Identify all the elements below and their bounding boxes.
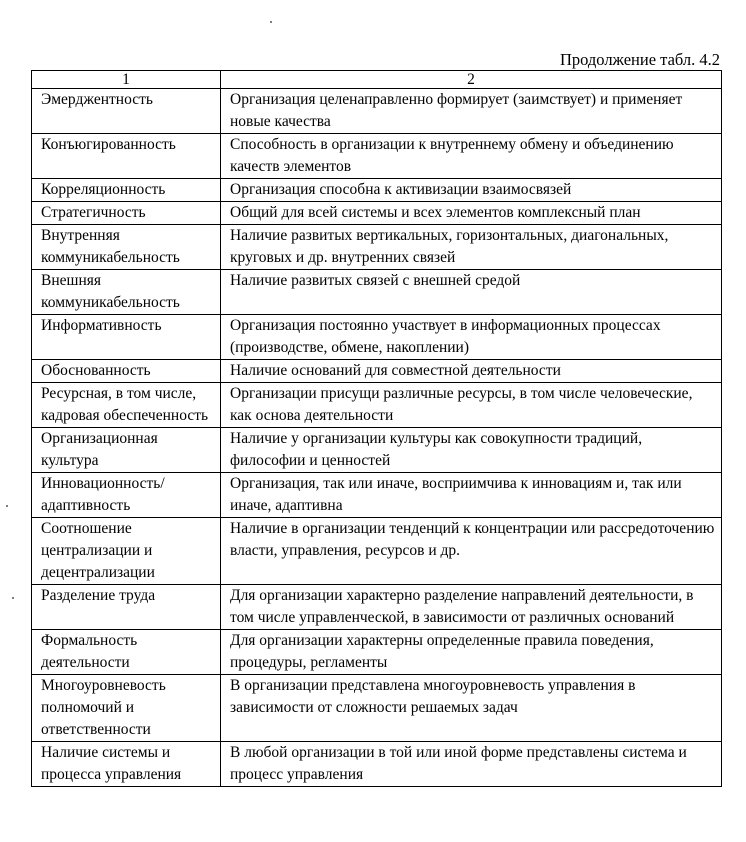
property-description-cell: Способность в организации к внутреннему обмену и объединению качеств элементов [221,134,722,179]
table-row [32,360,722,383]
property-name-cell: Корреляционность [32,179,221,202]
property-description-cell: Организация, так или иначе, восприимчива к инновациям и, так или иначе, адаптивна [221,473,722,518]
table-row [32,473,722,518]
property-name-cell: Инновационность/ адаптивность [32,473,221,518]
property-description-cell: Организация способна к активизации взаимосвязей [221,179,722,202]
property-description-cell: Общий для всей системы и всех элементов комплексный план [221,202,722,225]
table-header-row [32,71,722,89]
property-description-cell: Наличие оснований для совместной деятельности [221,360,722,383]
property-description-cell: Организации присущи различные ресурсы, в том числе человеческие, как основа деятельности [221,383,722,428]
table-row [32,134,722,179]
property-description-cell: В любой организации в той или иной форме представлены система и процесс управления [221,742,722,787]
property-name-cell: Стратегичность [32,202,221,225]
property-name-cell: Информативность [32,315,221,360]
table-row [32,383,722,428]
table-row [32,315,722,360]
scan-speck [270,21,272,23]
table-row [32,225,722,270]
table-row [32,202,722,225]
table-row [32,89,722,134]
table-row [32,585,722,630]
table-row [32,630,722,675]
property-name-cell: Конъюгированность [32,134,221,179]
property-name-cell: Наличие системы и процесса управления [32,742,221,787]
property-description-cell: Наличие у организации культуры как совокупности традиций, философии и ценностей [221,428,722,473]
table-caption: Продолжение табл. 4.2 [559,50,720,69]
property-name-cell: Многоуровневость полномочий и ответственности [32,675,221,742]
property-description-cell: Организация целенаправленно формирует (заимствует) и применяет новые качества [221,89,722,134]
property-description-cell: Наличие в организации тенденций к концентрации или рассредоточению власти, управления, ресурсов и др. [221,518,722,585]
table-row [32,675,722,742]
property-name-cell: Внешняя коммуникабельность [32,270,221,315]
property-name-cell: Ресурсная, в том числе, кадровая обеспеченность [32,383,221,428]
table-row [32,270,722,315]
property-name-cell: Обоснованность [32,360,221,383]
table-row [32,179,722,202]
property-name-cell: Организационная культура [32,428,221,473]
table-row [32,518,722,585]
property-name-cell: Формальность деятельности [32,630,221,675]
scan-speck [12,597,14,599]
property-description-cell: Наличие развитых связей с внешней средой [221,270,722,315]
property-description-cell: Для организации характерно разделение направлений деятельности, в том числе управленческой, в зависимости от различных оснований [221,585,722,630]
scan-speck [6,505,8,507]
property-description-cell: Организация постоянно участвует в информационных процессах (производстве, обмене, накоплении) [221,315,722,360]
property-name-cell: Разделение труда [32,585,221,630]
property-description-cell: Для организации характерны определенные правила поведения, процедуры, регламенты [221,630,722,675]
column-header-1: 1 [32,71,221,89]
table-row [32,742,722,787]
property-description-cell: В организации представлена многоуровневость управления в зависимости от сложности решаемых задач [221,675,722,742]
property-description-cell: Наличие развитых вертикальных, горизонтальных, диагональных, круговых и др. внутренних связей [221,225,722,270]
properties-table [31,70,722,787]
property-name-cell: Соотношение централизации и децентрализации [32,518,221,585]
property-name-cell: Внутренняя коммуникабельность [32,225,221,270]
table-row [32,428,722,473]
property-name-cell: Эмерджентность [32,89,221,134]
column-header-2: 2 [221,71,722,89]
